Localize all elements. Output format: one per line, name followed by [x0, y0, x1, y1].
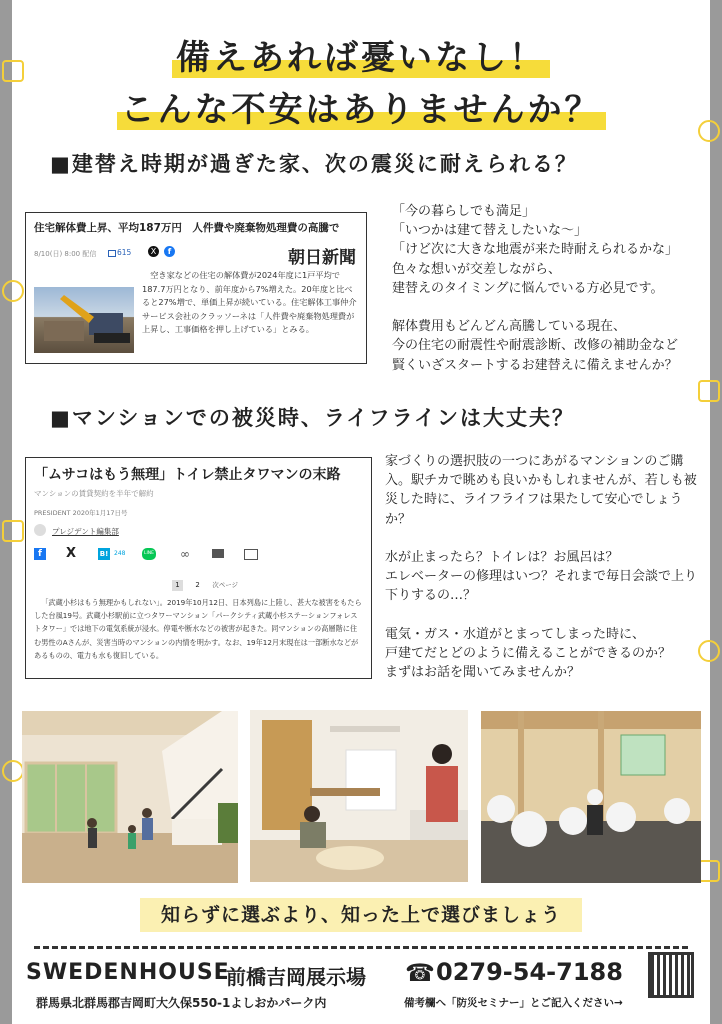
family-with-dog-photo [250, 710, 468, 882]
clip-subtitle: マンションの賃貸契約を半年で解約 [34, 489, 154, 498]
publisher-logo: 朝日新聞 [288, 248, 356, 268]
x-icon[interactable]: X [66, 546, 77, 561]
living-room-photo [22, 711, 238, 883]
construction-tour-photo [481, 711, 701, 883]
section1-heading: ■建替え時期が過ぎた家、次の震災に耐えられる？ [50, 152, 578, 176]
tagline: 知らずに選ぶより、知った上で選びましょう [140, 898, 582, 932]
print-icon[interactable] [212, 549, 224, 558]
author-link[interactable]: プレジデント編集部 [52, 527, 119, 536]
mail-icon[interactable] [244, 549, 258, 560]
section2-text: 家づくりの選択肢の一つにあがるマンションのご購入。駅チカで眺めも良いかもしれませんが、若しも被災した時に、ライフライフは果たして安心でしょうか？ 水が止まったら？トイレは？お風呂は？ エレベーターの修理はいつ？それまで毎日会談で上り下りするの…？ 電気・ガス・水道がとまってしまった時に、 戸建てだとどのように備えることができるのか？ まずはお話を聞いてみませんか？ [385, 454, 698, 681]
reservation-note: 備考欄へ「防災セミナー」とご記入ください→ [404, 997, 623, 1009]
page-2-button[interactable]: 2 [195, 581, 200, 589]
venue-name: 前橋吉岡展示場 [226, 965, 366, 989]
share-bar [34, 546, 364, 564]
facebook-icon[interactable]: f [34, 548, 46, 560]
decor-icon [2, 520, 24, 542]
news-clip-president [25, 457, 372, 679]
clip-body: 空き家などの住宅の解体費が2024年度に1戸平均で187.7万円となり、前年度から7%増えた。20年度と比べると27%増で、単価上昇が続いている。住宅解体工事仲介サービス会社のクラッソーネは「人件費や廃棄物処理費が上昇し、工事価格を押し上げている」とみる。 [142, 270, 357, 334]
decor-icon [698, 380, 720, 402]
qr-code[interactable] [648, 952, 694, 998]
brand-name: SWEDENHOUSE [26, 960, 230, 985]
phone-icon: ☎ [405, 959, 435, 987]
hatena-count: 248 [114, 550, 126, 557]
footer [12, 942, 710, 1024]
clip-body: 「武蔵小杉はもう無理かもしれない」。2019年10月12日、日本列島に上陸し、甚大な被害をもたらした台風19号。武蔵小杉駅前に立つタワーマンション「パークシティ武蔵小杉ステーションフォレストタワー」では地下の電気系統が浸水。停電や断水などの被害が起きた。同マンションの高層階に住む男性のAさんが、災害当時のマンションの内情を明かす。なお、19年12月末現在は一部断水などがあるものの、電力も水も復旧している。 [34, 598, 362, 660]
decor-icon [698, 860, 720, 882]
news-clip-asahi [25, 212, 367, 364]
headline-line2: こんな不安はありませんか？ [0, 82, 722, 131]
decor-icon [2, 280, 24, 302]
hatena-bookmark-icon[interactable]: B! [99, 550, 109, 558]
clip-meta: 8/10(日) 8:00 配信 [34, 250, 97, 258]
author-avatar [34, 524, 46, 536]
clip-source-date: PRESIDENT 2020年1月17日号 [34, 509, 128, 517]
link-icon[interactable]: ∞ [180, 547, 190, 561]
page-1-button[interactable]: 1 [172, 580, 183, 591]
section2-heading: ■マンションでの被災時、ライフラインは大丈夫？ [50, 406, 576, 430]
facebook-share-icon: f [164, 246, 175, 257]
clip-headline: 「ムサコはもう無理」トイレ禁止タワマンの末路 [34, 467, 341, 483]
footer-divider [34, 946, 688, 949]
headline-line1: 備えあれば憂いなし！ [0, 30, 722, 79]
address: 群馬県北群馬郡吉岡町大久保550-1よしおかパーク内 [36, 996, 327, 1010]
decor-icon [2, 760, 24, 782]
section1-text: 「今の暮らしでも満足」 「いつかは建て替えしたいな～」 「けど次に大きな地震が来た時耐えられるかな」 色々な想いが交差しながら、 建替えのタイミングに悩んでいる方必見です。 解体費用もどんどん高騰している現在、 今の住宅の耐震性や耐震診断、改修の補助金など 賢くいざスタートするお建替えに備えませんか？ [392, 204, 679, 373]
comment-icon [108, 250, 116, 257]
clip-headline: 住宅解体費上昇、平均187万円 人件費や廃棄物処理費の高騰で [34, 222, 340, 234]
line-icon[interactable]: LINE [142, 548, 156, 560]
phone-number: 0279-54-7188 [436, 958, 623, 986]
comment-count: 615 [117, 248, 132, 257]
x-share-icon: X [148, 246, 159, 257]
pager [172, 572, 239, 589]
next-page-link[interactable]: 次ページ [212, 581, 239, 589]
demolition-photo [34, 287, 134, 353]
